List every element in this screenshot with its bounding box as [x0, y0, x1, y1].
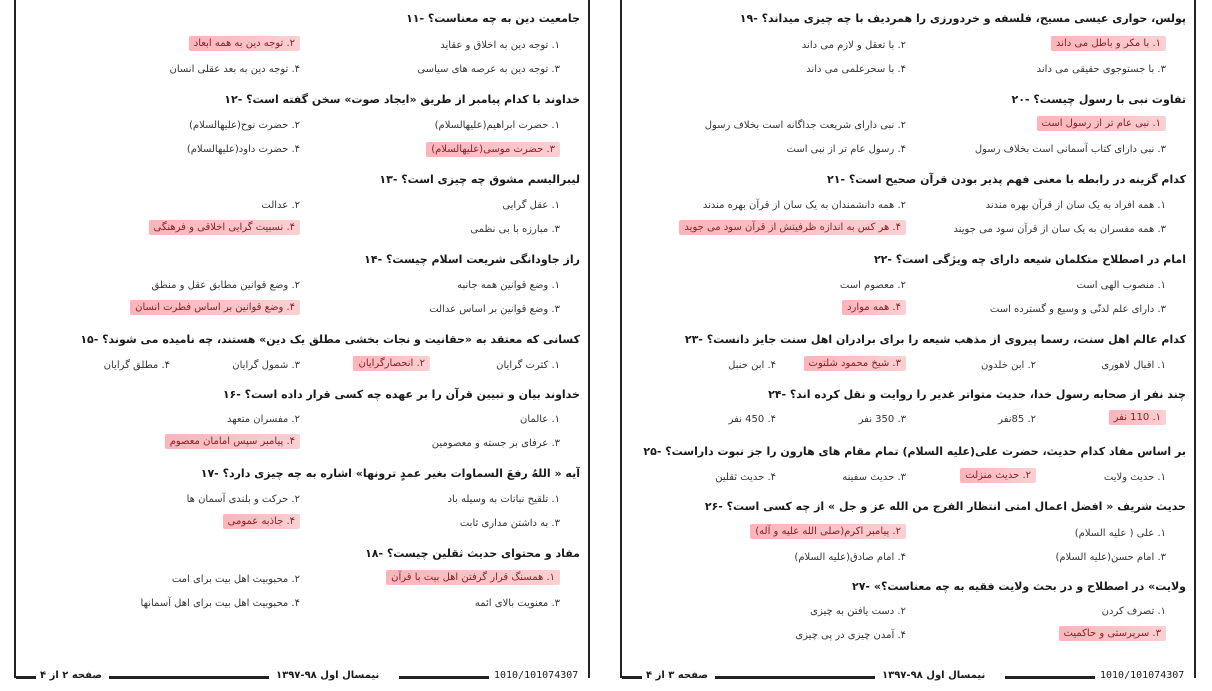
footer-rule	[109, 676, 269, 679]
footer-rule	[715, 676, 875, 679]
q19-option-1: ۱. با مکر و باطل می داند	[1051, 38, 1166, 49]
q27-option-2: ۲. دست یافتن به چیزی	[810, 606, 906, 617]
page-number: صفحه ۲ از ۴	[40, 670, 102, 681]
page-footer	[620, 669, 1196, 685]
q17-option-2: ۲. حرکت و بلندی آسمان ها	[186, 494, 300, 505]
page-number: صفحه ۳ از ۴	[646, 670, 708, 681]
q17-option-4: ۴. جاذبه عمومی	[223, 516, 300, 527]
q15-option-3: ۳. شمول گرایان	[232, 360, 300, 371]
q21-option-1: ۱. همه افراد به یک سان از قرآن بهره مندند	[985, 200, 1166, 211]
q24-option-3: ۳. 350 نفر	[858, 414, 906, 425]
q21-option-2: ۲. همه دانشمندان به یک سان از قرآن بهره مندند	[702, 200, 906, 211]
page-right-border	[588, 0, 590, 678]
q20-option-2: ۲. نبی دارای شریعت جداگانه است بخلاف رسول	[704, 120, 906, 131]
q27-option-4: ۴. آمدن چیزی در پی چیزی	[795, 630, 906, 641]
page-right-border	[1194, 0, 1196, 678]
q15-option-2: ۲. انحصارگرایان	[353, 358, 430, 369]
q25-option-2: ۲. حدیث منزلت	[960, 470, 1036, 481]
q14-option-4: ۴. وضع قوانین بر اساس فطرت انسان	[130, 302, 300, 313]
q26-option-2: ۲. پیامبر اکرم(صلی الله علیه و آله)	[750, 526, 906, 537]
question-12-title: ۱۲- خداوند با کدام پیامبر از طریق «ایجاد صوت» سخن گفته است؟	[224, 93, 580, 106]
q19-option-2: ۲. با تعقل و لازم می داند	[801, 40, 906, 51]
q15-option-1: ۱. کثرت گرایان	[496, 360, 560, 371]
q26-option-3: ۳. امام حسن(علیه السلام)	[1055, 552, 1166, 563]
q26-option-1: ۱. علی ( علیه السلام)	[1074, 528, 1166, 539]
q20-option-4: ۴. رسول عام تر از نبی است	[786, 144, 906, 155]
question-17-title: ۱۷- آیه « اللهُ رفعَ السماوات بغیر عمدٍ ترونها» اشاره به چه چیزی دارد؟	[200, 467, 580, 480]
q13-option-3: ۳. مبارزه با بی نظمی	[470, 224, 560, 235]
q22-option-2: ۲. معصوم است	[839, 280, 906, 291]
term-label: نیمسال اول ۹۸-۱۳۹۷	[882, 670, 986, 681]
q16-option-4: ۴. پیامبر سپس امامان معصوم	[165, 436, 300, 447]
question-21-title: ۲۱- کدام گزینه در رابطه با معنی فهم پذیر بودن قرآن صحیح است؟	[827, 173, 1186, 186]
q24-option-2: ۲. 85نفر	[998, 414, 1036, 425]
q16-option-1: ۱. عالمان	[520, 414, 560, 425]
q14-option-1: ۱. وضع قوانین همه جانبه	[457, 280, 560, 291]
question-23-title: ۲۳- کدام عالم اهل سنت، رسما پیروی از مذهب شیعه را برای برادران اهل سنت جایز دانست؟	[684, 333, 1186, 346]
q27-option-3: ۳. سرپرستی و حاکمیت	[1059, 628, 1166, 639]
q12-option-3: ۳. حضرت موسی(علیهالسلام)	[426, 144, 560, 155]
q18-option-2: ۲. محبوبیت اهل بیت برای امت	[171, 574, 300, 585]
exam-code: 1010/101074307	[1100, 670, 1185, 681]
q22-option-1: ۱. منصوب الهی است	[1076, 280, 1166, 291]
question-25-title: ۲۵- بر اساس مفاد کدام حدیث، حضرت علی(علیه السلام) تمام مقام های هارون را جز نبوت داراست؟	[643, 445, 1186, 458]
q24-option-4: ۴. 450 نفر	[728, 414, 776, 425]
term-label: نیمسال اول ۹۸-۱۳۹۷	[276, 670, 380, 681]
question-14-title: ۱۴- راز جاودانگی شریعت اسلام چیست؟	[364, 253, 580, 266]
q14-option-3: ۳. وضع قوانین بر اساس عدالت	[429, 304, 560, 315]
question-16-title: ۱۶- خداوند بیان و تبیین قرآن را بر عهده چه کسی قرار داده است؟	[222, 388, 580, 401]
q12-option-4: ۴. حضرت داود(علیهالسلام)	[186, 144, 300, 155]
q20-option-3: ۳. نبی دارای کتاب آسمانی است بخلاف رسول	[974, 144, 1166, 155]
q25-option-4: ۴. حدیث ثقلین	[715, 472, 776, 483]
q23-option-2: ۲. ابن خلدون	[981, 360, 1036, 371]
q13-option-1: ۱. عقل گرایی	[502, 200, 560, 211]
question-13-title: ۱۳- لیبرالیسم مشوق چه چیزی است؟	[379, 173, 580, 186]
q18-option-3: ۳. معنویت بالای ائمه	[474, 598, 560, 609]
q11-option-3: ۳. توجه دین به عرصه های سیاسی	[417, 64, 560, 75]
footer-rule	[16, 676, 36, 679]
q18-option-4: ۴. محبوبیت اهل بیت برای اهل آسمانها	[140, 598, 300, 609]
exam-page-3	[620, 0, 1196, 691]
exam-code: 1010/101074307	[494, 670, 579, 681]
question-15-title: ۱۵- کسانی که معتقد به «حقانیت و نجات بخشی مطلق یک دین» هستند، چه نامیده می شوند؟	[80, 333, 580, 346]
exam-page-2	[14, 0, 590, 691]
q19-option-3: ۳. با جستوجوی حقیقی می داند	[1036, 64, 1166, 75]
q13-option-4: ۴. نسبیت گرایی اخلاقی و فرهنگی	[149, 222, 301, 233]
q13-option-2: ۲. عدالت	[261, 200, 300, 211]
q11-option-4: ۴. توجه دین به بعد عقلی انسان	[169, 64, 300, 75]
q22-option-4: ۴. همه موارد	[842, 302, 906, 313]
q11-option-1: ۱. توجه دین به اخلاق و عقاید	[440, 40, 560, 51]
q23-option-3: ۳. شیخ محمود شلتوت	[804, 358, 906, 369]
q17-option-1: ۱. تلقیح نباتات به وسیله باد	[447, 494, 560, 505]
q19-option-4: ۴. با سحرعلمی می داند	[806, 64, 906, 75]
q22-option-3: ۳. دارای علم لدنّی و وسیع و گسترده است	[989, 304, 1166, 315]
q21-option-4: ۴. هر کس به اندازه ظرفیتش از قرآن سود می جوید	[679, 222, 906, 233]
footer-rule	[399, 676, 489, 679]
q18-option-1: ۱. همسنگ قرار گرفتن اهل بیت با قرآن	[386, 572, 560, 583]
question-24-title: ۲۴- چند نفر از صحابه رسول خدا، حدیث متواتر غدیر را روایت و نقل کرده اند؟	[768, 388, 1186, 401]
question-26-title: ۲۶- حدیث شریف « افضل اعمال امتی انتظار الفرج من الله عز و جل » از چه کسی است؟	[704, 500, 1186, 513]
q16-option-2: ۲. مفسران متعهد	[227, 414, 300, 425]
question-27-title: ۲۷- «ولایت» در اصطلاح و در بحث ولایت فقیه به چه معناست؟	[852, 580, 1186, 593]
page-left-border	[14, 0, 16, 678]
q23-option-4: ۴. ابن حنبل	[728, 360, 776, 371]
footer-rule	[1005, 676, 1095, 679]
q26-option-4: ۴. امام صادق(علیه السلام)	[794, 552, 906, 563]
page-left-border	[620, 0, 622, 678]
q12-option-2: ۲. حضرت نوح(علیهالسلام)	[189, 120, 300, 131]
q23-option-1: ۱. اقبال لاهوری	[1101, 360, 1166, 371]
q24-option-1: ۱. 110 نفر	[1109, 412, 1166, 423]
question-19-title: ۱۹- پولس، حواری عیسی مسیح، فلسفه و خردورزی را همردیف با چه چیزی میداند؟	[739, 12, 1186, 25]
footer-rule	[622, 676, 642, 679]
question-18-title: ۱۸- مفاد و محتوای حدیث ثقلین چیست؟	[365, 547, 580, 560]
q14-option-2: ۲. وضع قوانین مطابق عقل و منطق	[151, 280, 300, 291]
q12-option-1: ۱. حضرت ابراهیم(علیهالسلام)	[434, 120, 560, 131]
q25-option-3: ۳. حدیث سفینه	[842, 472, 906, 483]
q17-option-3: ۳. به داشتن مداری ثابت	[459, 518, 560, 529]
page-footer	[14, 669, 590, 685]
q20-option-1: ۱. نبی عام تر از رسول است	[1037, 118, 1167, 129]
question-11-title: ۱۱- جامعیت دین به چه معناست؟	[406, 12, 580, 25]
q27-option-1: ۱. تصرف کردن	[1101, 606, 1166, 617]
question-22-title: ۲۲- امام در اصطلاح متکلمان شیعه دارای چه ویژگی است؟	[873, 253, 1186, 266]
q25-option-1: ۱. حدیث ولایت	[1103, 472, 1166, 483]
q16-option-3: ۳. عرفای بر جسته و معصومین	[431, 438, 560, 449]
q15-option-4: ۴. مطلق گرایان	[103, 360, 170, 371]
question-20-title: ۲۰- تفاوت نبی با رسول چیست؟	[1011, 93, 1186, 106]
q11-option-2: ۲. توجه دین به همه ابعاد	[189, 38, 300, 49]
q21-option-3: ۳. همه مفسران به یک سان از قرآن سود می جویند	[953, 224, 1166, 235]
